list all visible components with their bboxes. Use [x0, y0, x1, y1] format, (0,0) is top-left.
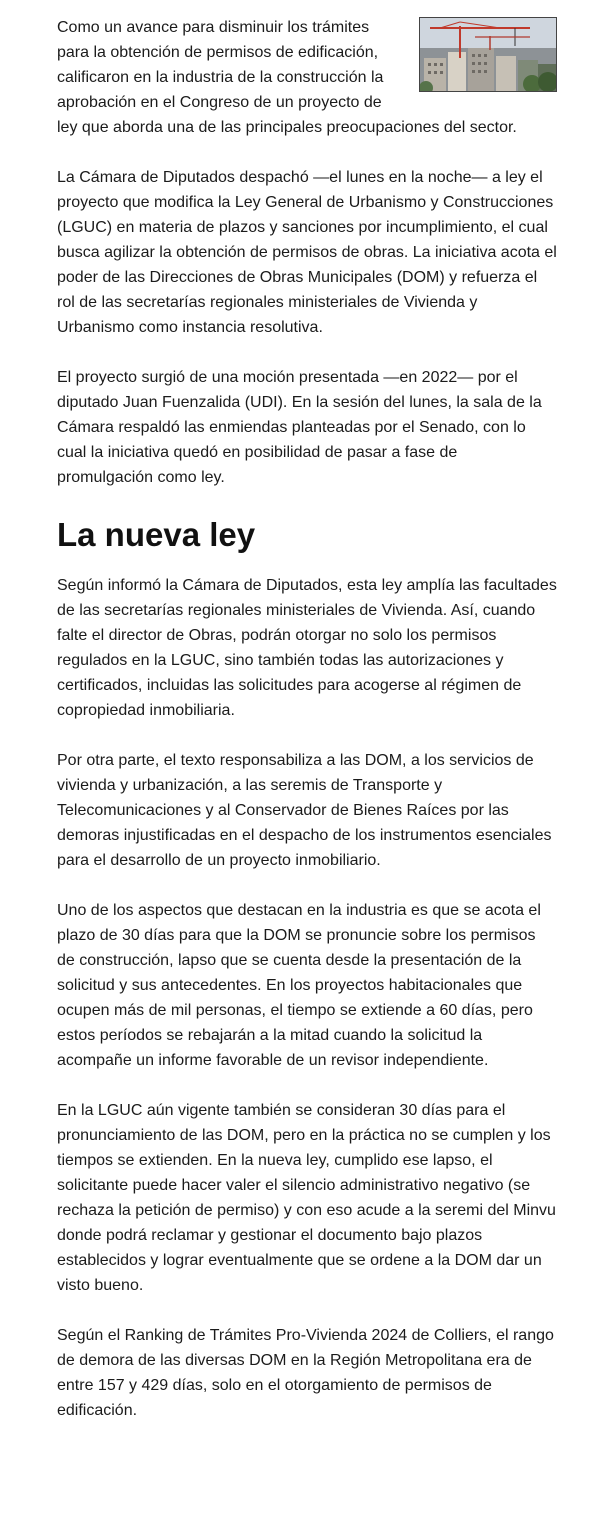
article-paragraph: La Cámara de Diputados despachó —el lunes en la noche— a ley el proyecto que modifica la Ley General de Urbanismo y Construcciones (LGUC) en materia de plazos y sanciones por incumplimiento, el cual busca agilizar la obtención de permisos de obras. La iniciativa acota el poder de las Direcciones de Obras Municipales (DOM) y refuerza el rol de las secretarías regionales ministeriales de Vivienda y Urbanismo como instancia resolutiva.: [57, 169, 557, 336]
section-heading: La nueva ley: [57, 516, 256, 553]
article-paragraph-text: Como un avance para disminuir los trámites para la obtención de permisos de edificación, calificaron en la industria de la construcción la aprobación en el Congreso de un proyecto de ley que aborda una de las principales preocupaciones del sector.: [57, 19, 517, 136]
article-paragraph: Uno de los aspectos que destacan en la industria es que se acota el plazo de 30 días para que la DOM se pronuncie sobre los permisos de construcción, lapso que se cuenta desde la presentación de la solicitud y sus antecedentes. En los proyectos habitacionales que ocupen más de mil personas, el tiempo se extiende a 60 días, pero estos períodos se rebajarán a la mitad cuando la solicitud la acompañe un informe favorable de un revisor independiente.: [57, 902, 541, 1069]
article-paragraph: En la LGUC aún vigente también se consideran 30 días para el pronunciamiento de las DOM, pero en la práctica no se cumplen y los tiempos se extienden. En la nueva ley, cumplido ese lapso, el solicitante puede hacer valer el silencio administrativo negativo (se rechaza la petición de permiso) y con eso acude a la seremi del Minvu donde podrá reclamar y gestionar el documento bajo plazos establecidos y lograr eventualmente que se ordene a la DOM dar un visto bueno.: [57, 1102, 556, 1294]
article-paragraph: El proyecto surgió de una moción presentada —en 2022— por el diputado Juan Fuenzalida (UDI). En la sesión del lunes, la sala de la Cámara respaldó las enmiendas planteadas por el Senado, con lo cual la iniciativa quedó en posibilidad de pasar a fase de promulgación como ley.: [57, 369, 542, 486]
article-paragraph: Según informó la Cámara de Diputados, esta ley amplía las facultades de las secretarías regionales ministeriales de Vivienda. Así, cuando falte el director de Obras, podrán otorgar no solo los permisos regulados en la LGUC, sino también todas las autorizaciones y certificados, incluidas las solicitudes para acogerse al régimen de copropiedad inmobiliaria.: [57, 577, 557, 719]
article-paragraph: Por otra parte, el texto responsabiliza a las DOM, a los servicios de vivienda y urbanización, a las seremis de Transporte y Telecomunicaciones y al Conservador de Bienes Raíces por las demoras injustificadas en el despacho de los instrumentos esenciales para el desarrollo de un proyecto inmobiliario.: [57, 752, 552, 869]
article-paragraph: Según el Ranking de Trámites Pro-Vivienda 2024 de Colliers, el rango de demora de las diversas DOM en la Región Metropolitana era de entre 157 y 429 días, solo en el otorgamiento de permisos de edificación.: [57, 1327, 554, 1419]
construction-cranes-photo[interactable]: [419, 17, 557, 92]
article-paragraph: [57, 15, 557, 140]
article-body: [57, 0, 557, 1423]
